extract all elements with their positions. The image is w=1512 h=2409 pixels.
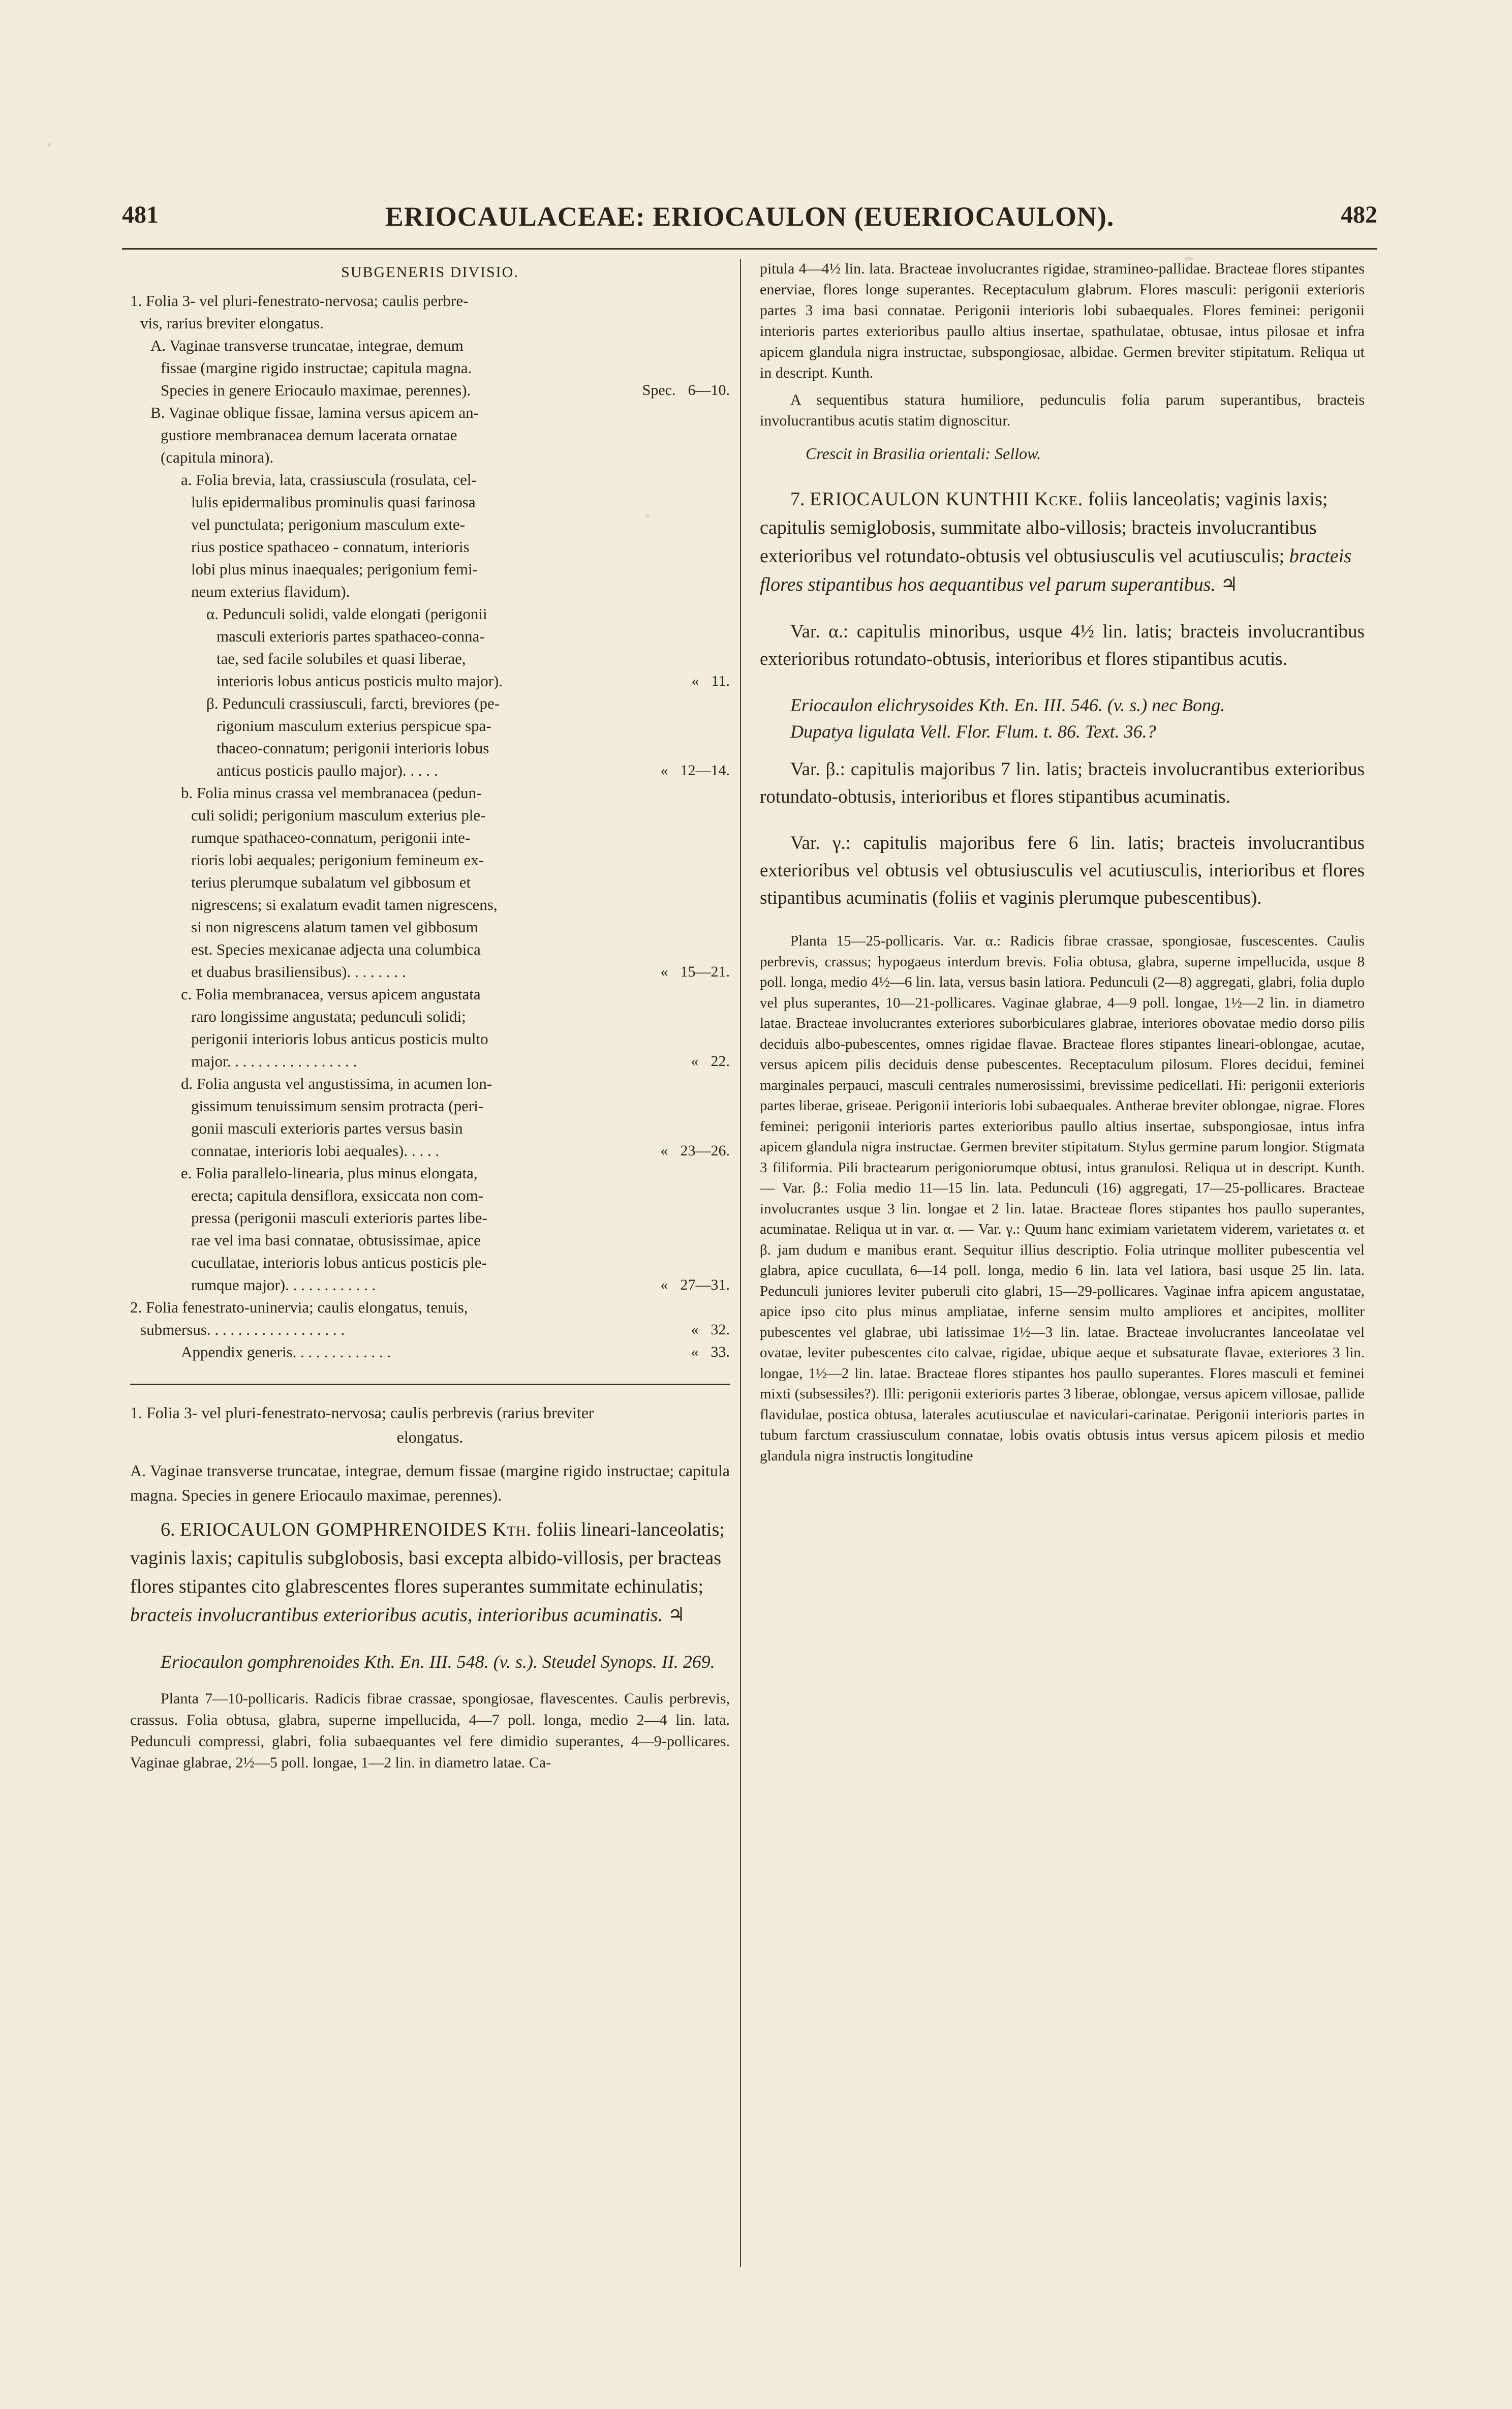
species-6-author: Kth. bbox=[492, 1519, 532, 1540]
key-line: Species in genere Eriocaulo maximae, perennes). bbox=[161, 381, 471, 399]
page-header bbox=[122, 201, 1377, 241]
key-entry bbox=[130, 1162, 730, 1296]
key-ref-prefix: « bbox=[660, 1142, 668, 1159]
key-ref-value: 27—31. bbox=[680, 1276, 730, 1293]
key-ref-prefix: Spec. bbox=[642, 382, 676, 399]
species-6-description: Planta 7—10-pollicaris. Radicis fibrae crassae, spongiosae, flavescentes. Caulis perbrevis, crassus. Folia obtusa, glabra, superne impellucida, 4—7 poll. longa, medio 2—4 lin. lata. Pedunculi compressi, glabri, folia subaequantes vel fere dimidio superantes, 4—9-pollicares. Vaginae glabrae, 2½—5 poll. longae, 1—2 lin. in diametro latae. Ca- bbox=[130, 1690, 730, 1771]
key-species-range bbox=[691, 1341, 730, 1363]
key-line: A. Vaginae transverse truncatae, integrae, demum bbox=[150, 337, 464, 354]
key-line: major. . . . . . . . . . . . . . . . . bbox=[191, 1052, 357, 1070]
key-line: connatae, interioris lobi aequales). . . . . bbox=[191, 1142, 440, 1160]
key-line: vis, rarius breviter elongatus. bbox=[140, 314, 324, 332]
key-line: gustiore membranacea demum lacerata ornatae bbox=[161, 426, 457, 444]
running-title: ERIOCAULACEAE: ERIOCAULON (EUERIOCAULON). bbox=[385, 201, 1115, 232]
key-entry bbox=[130, 334, 730, 402]
summary-block bbox=[130, 1400, 730, 1507]
species-6-diag-italic: bracteis involucrantibus exterioribus acutis, interioribus acuminatis. bbox=[130, 1604, 663, 1626]
summary-line-1: 1. Folia 3- vel pluri-fenestrato-nervosa; caulis perbrevis (rarius breviter bbox=[130, 1404, 594, 1422]
species-6-synonymy: Eriocaulon gomphrenoides Kth. En. III. 548. (v. s.). Steudel Synops. II. 269. bbox=[161, 1652, 715, 1672]
key-line: neum exterius flavidum). bbox=[191, 583, 350, 600]
species-6-description-cont: pitula 4—4½ lin. lata. Bracteae involucrantes rigidae, stramineo-pallidae. Bracteae flores stipantes enerviae, flores longe superantes. Receptaculum glabrum. Flores masculi: perigonii exterioris partes 3 ima basi connatae. Perigonii interioris lobi subaequales. Flores feminei: perigonii interioris partes exterioribus paullo altius insertae, spathulatae, obtusae, intus pilosae et infra apicem glandula nigra instructae, subspongiosae, albidae. Germen breviter stipitatum. Reliqua ut in descript. Kunth. bbox=[760, 260, 1365, 381]
species-7-number: 7. bbox=[790, 489, 805, 510]
species-6-diagnosis bbox=[130, 1515, 730, 1629]
key-line: cucullatae, interioris lobus anticus posticis ple- bbox=[191, 1254, 487, 1271]
key-line: β. Pedunculi crassiusculi, farcti, breviores (pe- bbox=[206, 694, 500, 712]
species-6-locality: Crescit in Brasilia orientali: Sellow. bbox=[806, 444, 1041, 463]
key-line: nigrescens; si exalatum evadit tamen nigrescens, bbox=[191, 896, 498, 913]
key-line: 1. Folia 3- vel pluri-fenestrato-nervosa; caulis perbre- bbox=[130, 292, 469, 310]
species-7-diagnosis bbox=[760, 485, 1365, 599]
key-ref-value: 23—26. bbox=[680, 1142, 730, 1159]
subgenus-key bbox=[130, 290, 730, 1363]
key-line: a. Folia brevia, lata, crassiuscula (rosulata, cel- bbox=[181, 471, 477, 489]
key-ref-value: 22. bbox=[711, 1053, 730, 1070]
species-6-note: A sequentibus statura humiliore, pedunculis folia parum superantibus, bracteis involucrantibus acutis statim dignoscitur. bbox=[760, 391, 1365, 429]
key-line: b. Folia minus crassa vel membranacea (pedun- bbox=[181, 784, 482, 802]
key-line: gonii masculi exterioris partes versus basin bbox=[191, 1119, 463, 1137]
perennial-symbol: ♃ bbox=[667, 1604, 685, 1626]
key-line: si non nigrescens alatum tamen vel gibbosum bbox=[191, 918, 478, 936]
key-line: culi solidi; perigonium masculum exterius ple- bbox=[191, 806, 486, 824]
key-species-range bbox=[691, 1050, 730, 1073]
key-line: d. Folia angusta vel angustissima, in acumen lon- bbox=[181, 1075, 492, 1092]
paper-speck bbox=[1184, 257, 1193, 261]
key-line: pressa (perigonii masculi exterioris partes libe- bbox=[191, 1209, 487, 1227]
key-line: vel punctulata; perigonium masculum exte- bbox=[191, 515, 465, 533]
key-line: gissimum tenuissimum sensim protracta (peri- bbox=[191, 1097, 484, 1115]
key-entry bbox=[130, 603, 730, 692]
key-line: lobi plus minus inaequales; perigonium femi- bbox=[191, 560, 478, 578]
page-number-right: 482 bbox=[1341, 201, 1377, 228]
key-species-range bbox=[661, 961, 730, 983]
key-entry bbox=[130, 782, 730, 983]
key-ref-value: 12—14. bbox=[680, 762, 730, 779]
species-6-name: ERIOCAULON GOMPHRENOIDES bbox=[180, 1519, 488, 1540]
variety-alpha-synonym-1: Eriocaulon elichrysoides Kth. En. III. 546. (v. s.) nec Bong. bbox=[790, 695, 1225, 715]
key-entry bbox=[130, 402, 730, 469]
key-species-range bbox=[642, 379, 730, 402]
summary-line-1b: elongatus. bbox=[396, 1428, 464, 1446]
key-line: rumque major). . . . . . . . . . . . bbox=[191, 1276, 376, 1294]
key-line: tae, sed facile solubiles et quasi liberae, bbox=[217, 650, 466, 667]
key-line: thaceo-connatum; perigonii interioris lobus bbox=[217, 739, 489, 757]
key-line: fissae (margine rigido instructae; capitula magna. bbox=[161, 359, 472, 377]
key-line: submersus. . . . . . . . . . . . . . . . . . bbox=[140, 1321, 345, 1338]
page-number-left: 481 bbox=[122, 201, 159, 228]
key-line: rigonium masculum exterius perspicue spa- bbox=[217, 717, 491, 735]
key-ref-value: 33. bbox=[711, 1344, 730, 1360]
key-line: est. Species mexicanae adjecta una columbica bbox=[191, 940, 481, 958]
key-line: α. Pedunculi solidi, valde elongati (perigonii bbox=[206, 605, 487, 623]
key-ref-prefix: « bbox=[691, 1053, 699, 1070]
key-species-range bbox=[661, 1274, 730, 1296]
key-line: perigonii interioris lobus anticus posticis multo bbox=[191, 1030, 488, 1048]
key-species-range bbox=[661, 1140, 730, 1162]
key-ref-value: 11. bbox=[711, 673, 730, 689]
key-line: masculi exterioris partes spathaceo-conna- bbox=[217, 627, 485, 645]
variety-gamma: Var. γ.: capitulis majoribus fere 6 lin. latis; bracteis involucrantibus exterioribus vel obtusis vel obtusiusculis vel acutiusculis, interioribus et flores stipantibus acuminatis (foliis et vaginis plerumque pubescentibus). bbox=[760, 833, 1365, 908]
key-entry bbox=[130, 469, 730, 603]
key-entry bbox=[130, 290, 730, 334]
key-line: rius postice spathaceo - connatum, interioris bbox=[191, 538, 470, 556]
key-line: raro longissime angustata; pedunculi solidi; bbox=[191, 1008, 466, 1025]
species-7-diag-text: foliis lanceolatis; vaginis laxis; capitulis semiglobosis, summitate albo-villosis; bracteis involucrantibus exterioribus vel rotundato-obtusis vel obtusiusculis vel acutiusculis; bbox=[760, 489, 1328, 567]
variety-alpha-synonym-2: Dupatya ligulata Vell. Flor. Flum. t. 86. Text. 36.? bbox=[790, 721, 1156, 742]
key-line: c. Folia membranacea, versus apicem angustata bbox=[181, 985, 481, 1003]
key-ref-prefix: « bbox=[660, 963, 668, 980]
key-ref-value: 6—10. bbox=[688, 382, 730, 399]
key-line: et duabus brasiliensibus). . . . . . . . bbox=[191, 963, 406, 981]
species-6-diag-text: foliis lineari-lanceolatis; vaginis laxis; capitulis subglobosis, basi excepta albido-villosis, per bracteas flores stipantes cito glabrescentes flores superantes summitate echinulatis; bbox=[130, 1519, 725, 1597]
paper-speck bbox=[48, 142, 51, 147]
section-rule bbox=[130, 1384, 730, 1385]
key-entry bbox=[130, 692, 730, 782]
key-entry bbox=[130, 1296, 730, 1341]
column-divider bbox=[740, 259, 741, 2267]
right-column bbox=[760, 258, 1365, 1481]
key-ref-value: 32. bbox=[711, 1321, 730, 1338]
key-line: e. Folia parallelo-linearia, plus minus elongata, bbox=[181, 1164, 478, 1182]
key-line: 2. Folia fenestrato-uninervia; caulis elongatus, tenuis, bbox=[130, 1298, 468, 1316]
species-7-name: ERIOCAULON KUNTHII bbox=[810, 489, 1030, 510]
key-line: rioris lobi aequales; perigonium femineum ex- bbox=[191, 851, 484, 869]
key-ref-prefix: « bbox=[691, 673, 699, 689]
key-line: rae vel ima basi connatae, obtusissimae, apice bbox=[191, 1231, 481, 1249]
subgenus-heading: SUBGENERIS DIVISIO. bbox=[341, 264, 519, 281]
summary-line-A: A. Vaginae transverse truncatae, integrae, demum fissae (margine rigido instructae; capitula magna. Species in genere Eriocaulo maximae, perennes). bbox=[130, 1461, 730, 1504]
key-entry bbox=[130, 983, 730, 1073]
species-7-author: Kcke. bbox=[1034, 489, 1084, 510]
key-ref-prefix: « bbox=[660, 762, 668, 779]
header-rule bbox=[122, 248, 1377, 250]
key-ref-value: 15—21. bbox=[680, 963, 730, 980]
paper-speck bbox=[645, 513, 650, 517]
key-line: rumque spathaceo-connatum, perigonii inte- bbox=[191, 829, 471, 846]
species-7-description: Planta 15—25-pollicaris. Var. α.: Radicis fibrae crassae, spongiosae, fuscescentes. Caulis perbrevis, crassus; hypogaeus interdum brevis. Folia obtusa, glabra, superne impellucida, usque 8 poll. longa, medio 4½—6 lin. lata, versus basin latiora. Pedunculi (2—8) aggregati, glabri, folia duplo vel plus superantes, 10—21-pollicares. Vaginae glabrae, 4—9 poll. longae, 1½—2 lin. in diametro latae. Bracteae involucrantes exteriores suborbiculares glabrae, interiores obovatae medio dorso pilis deciduis albo-pubescentes, omnes rigidae flavae. Bracteae flores stipantes lineari-oblongae, acutae, versus apicem pilis deciduis dense pubescentes. Receptaculum pilosum. Flores decidui, feminei marginales perpauci, masculi centrales numerosissimi, brevissime pedicellati. Hi: perigonii exterioris partes liberae, griseae. Perigonii interioris lobi subaequales. Antherae breviter oblongae, nigrae. Flores feminei: perigonii interioris partes exterioribus paullo altius insertae, subspongiosae, intus infra apicem glandula nigra instructae. Germen breviter stipitatum. Stylus germine parum longior. Stigmata 3 filiformia. Pili bractearum perigoniorumque obtusi, intus granulosi. Reliqua ut in descript. Kunth. — Var. β.: Folia medio 11—15 lin. lata. Pedunculi (16) aggregati, 17—25-pollicares. Bracteae involucrantes usque 3 lin. longae et 2 lin. latae. Bracteae flores stipantes hos paullo superantes, acuminatae. Reliqua ut in var. α. — Var. γ.: Quum hanc eximiam varietatem viderem, varietates α. et β. jam dudum e manibus erant. Sequitur illius descriptio. Folia utrinque molliter pubescentia vel glabra, apice cucullata, 6—14 poll. longa, medio 6 lin. lata vel latiora, basi usque 25 lin. lata. Pedunculi juniores leviter puberuli cito glabri, 15—29-pollicares. Vaginae infra apicem angustatae, apice ipso cito plus minus ampliatae, inferne sensim multo ampliores et ancipites, molliter pubescentes vel glabrae, ubi latissimae 1½—3 lin. latae. Bracteae involucrantes lanceolatae vel ovatae, leviter pubescentes cito calvae, rigidae, ubique aeque et subsaturate flavae, exteriores 3 lin. longae, 1½—2 lin. latae. Bracteae flores stipantes hos paullo superantes. Flores masculi et feminei mixti (subsessiles?). Illi: perigonii exterioris partes 3 liberae, oblongae, versus apicem villosae, pallide flavidulae, postica obtusa, laterales acutiusculae et naviculari-carinatae. Perigonii interioris partes in tubum farctum crassiusculum connatae, lobis ovatis obtusis intus versus apicem pilosis et medio glandula nigra instructis longitudine bbox=[760, 933, 1365, 1464]
key-line: Appendix generis. . . . . . . . . . . . . bbox=[181, 1343, 391, 1361]
key-line: anticus posticis paullo major). . . . . bbox=[217, 761, 438, 779]
key-species-range bbox=[691, 1319, 730, 1341]
key-species-range bbox=[661, 759, 730, 782]
key-ref-prefix: « bbox=[660, 1276, 668, 1293]
species-7-diag-italic: bracteis flores stipantibus hos aequantibus vel parum superantibus. bbox=[760, 545, 1352, 595]
key-line: lulis epidermalibus prominulis quasi farinosa bbox=[191, 493, 476, 511]
key-line: (capitula minora). bbox=[161, 448, 274, 466]
key-line: interioris lobus anticus posticis multo major). bbox=[217, 672, 503, 690]
key-species-range bbox=[692, 670, 730, 692]
variety-beta: Var. β.: capitulis majoribus 7 lin. latis; bracteis involucrantibus exterioribus rotundato-obtusis, interioribus et flores stipantibus acuminatis. bbox=[760, 759, 1365, 807]
key-ref-prefix: « bbox=[691, 1344, 699, 1360]
species-6-number: 6. bbox=[161, 1519, 175, 1540]
left-column bbox=[130, 258, 730, 1789]
key-line: B. Vaginae oblique fissae, lamina versus apicem an- bbox=[150, 404, 479, 421]
key-entry bbox=[130, 1341, 730, 1363]
perennial-symbol: ♃ bbox=[1220, 574, 1238, 595]
key-ref-prefix: « bbox=[691, 1321, 699, 1338]
variety-alpha: Var. α.: capitulis minoribus, usque 4½ lin. latis; bracteis involucrantibus exterioribus rotundato-obtusis, interioribus et flores stipantibus acutis. bbox=[760, 621, 1365, 669]
key-line: terius plerumque subalatum vel gibbosum et bbox=[191, 873, 471, 891]
key-line: erecta; capitula densiflora, exsiccata non com- bbox=[191, 1186, 483, 1204]
key-entry bbox=[130, 1073, 730, 1162]
